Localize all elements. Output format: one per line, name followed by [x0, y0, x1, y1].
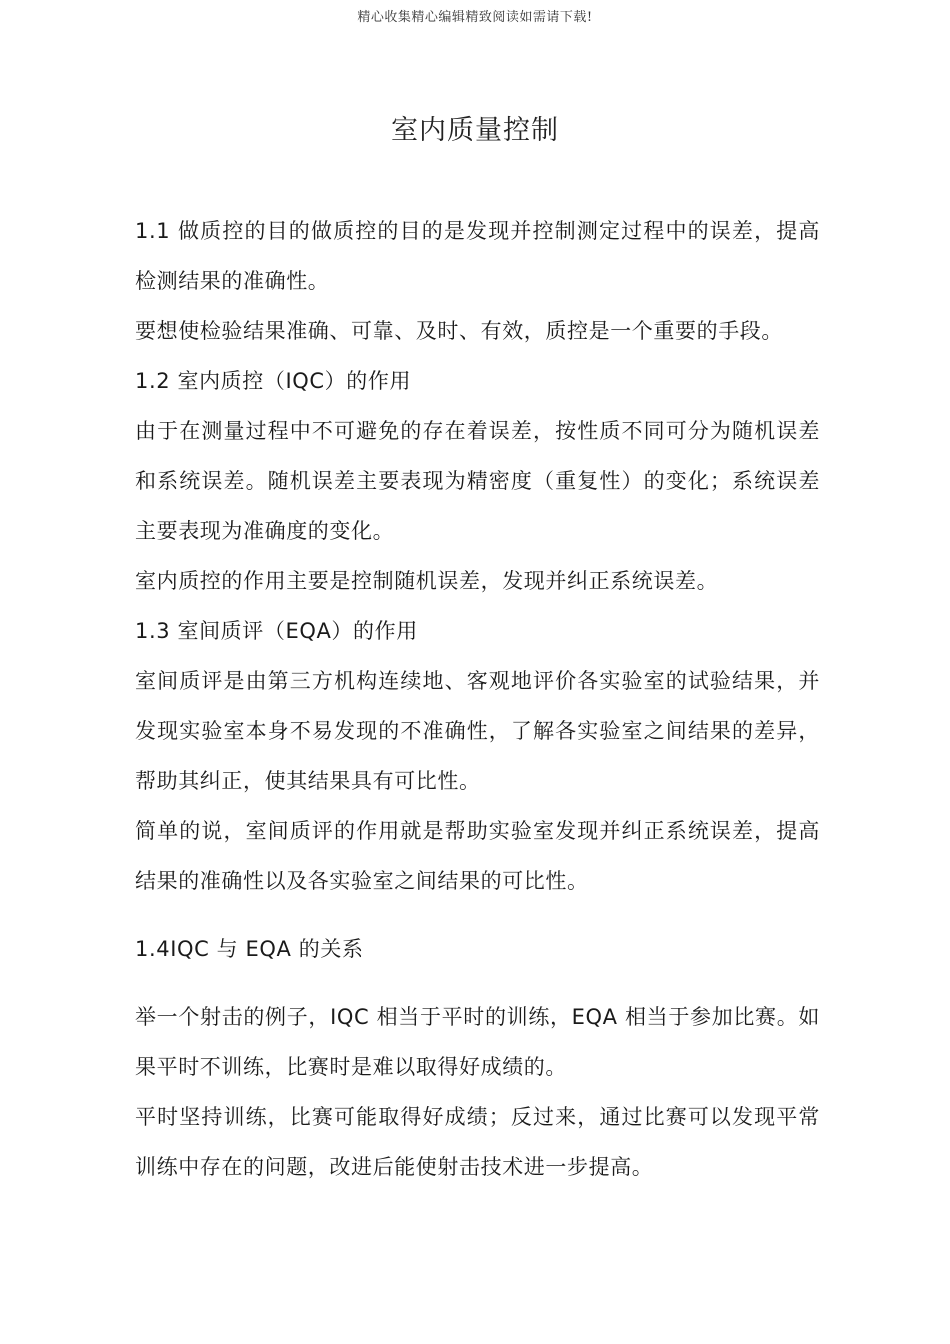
page-header-banner: 精心收集精心编辑精致阅读如需请下载! — [357, 10, 593, 25]
section-1-2-paragraph-2: 室内质控的作用主要是控制随机误差，发现并纠正系统误差。 — [135, 569, 719, 593]
section-1-3-paragraph-1: 室间质评是由第三方机构连续地、客观地评价各实验室的试验结果，并发现实验室本身不易发现的不准确性，了解各实验室之间结果的差异，帮助其纠正，使其结果具有可比性。 — [135, 669, 820, 793]
section-1-4-paragraph-2: 平时坚持训练，比赛可能取得好成绩；反过来，通过比赛可以发现平常训练中存在的问题，改进后能使射击技术进一步提高。 — [135, 1105, 820, 1179]
document-body — [135, 206, 820, 1192]
section-1-3-paragraph-2: 简单的说，室间质评的作用就是帮助实验室发现并纠正系统误差，提高结果的准确性以及各实验室之间结果的可比性。 — [135, 819, 820, 893]
section-1-2-heading: 1.2 室内质控（IQC）的作用 — [135, 369, 412, 393]
document-title: 室内质量控制 — [391, 115, 559, 146]
section-1-1-heading: 1.1 做质控的目的做质控的目的是发现并控制测定过程中的误差，提高检测结果的准确性。 — [135, 219, 820, 293]
section-1-4-paragraph-1: 举一个射击的例子，IQC 相当于平时的训练，EQA 相当于参加比赛。如果平时不训练，比赛时是难以取得好成绩的。 — [135, 1005, 820, 1079]
section-1-2-paragraph-1: 由于在测量过程中不可避免的存在着误差，按性质不同可分为随机误差和系统误差。随机误差主要表现为精密度（重复性）的变化；系统误差主要表现为准确度的变化。 — [135, 419, 820, 543]
section-1-4-heading: 1.4IQC 与 EQA 的关系 — [135, 937, 364, 961]
section-1-1-paragraph: 要想使检验结果准确、可靠、及时、有效，质控是一个重要的手段。 — [135, 319, 783, 343]
section-1-3-heading: 1.3 室间质评（EQA）的作用 — [135, 619, 418, 643]
